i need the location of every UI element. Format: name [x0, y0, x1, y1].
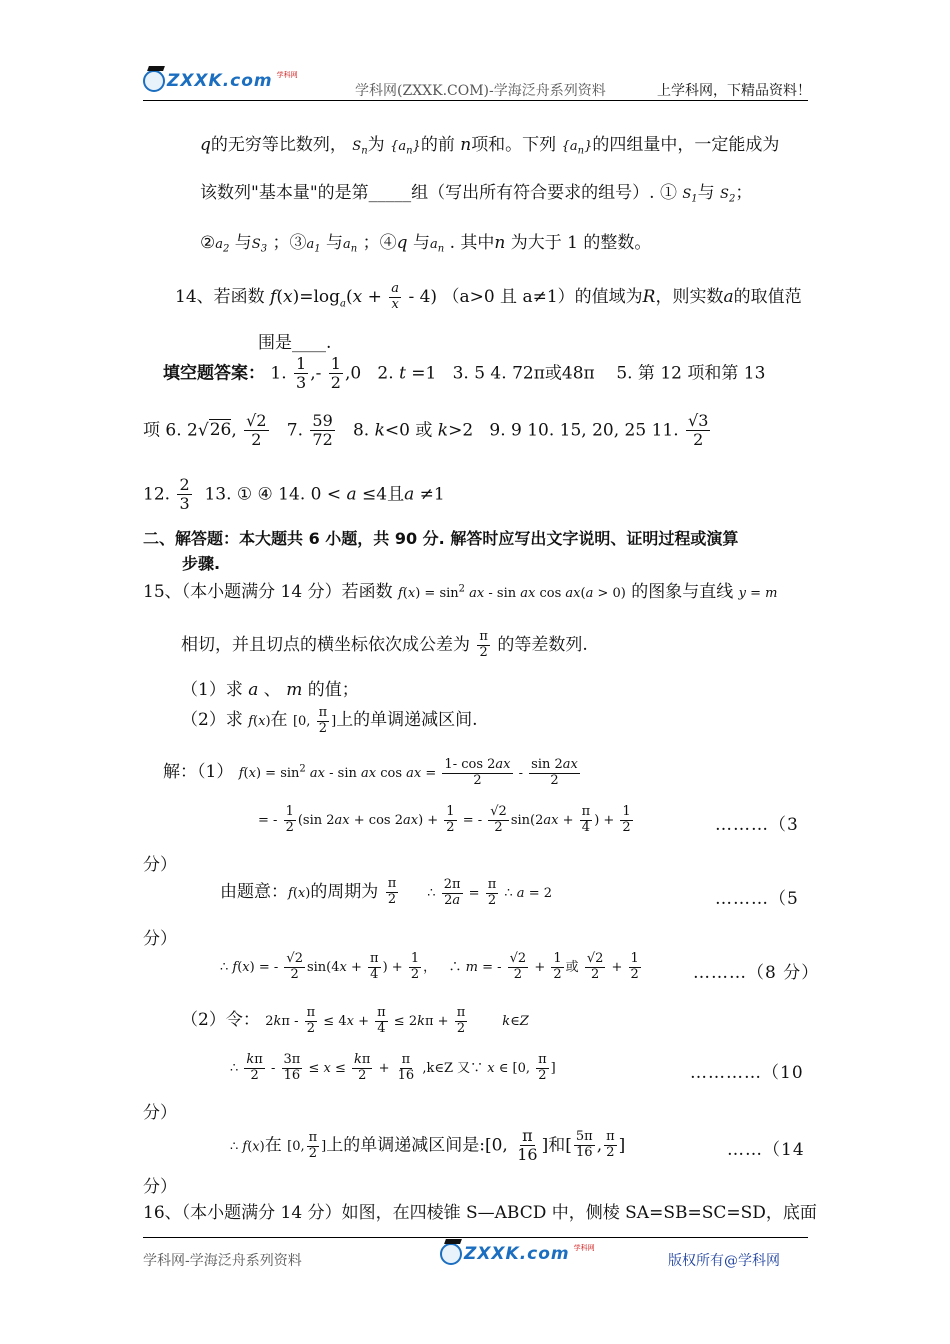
solution-step-2: = - $\frac{1}{2}$ (sin 2ax + cos 2ax) + $\frac{1}{2}$ = - $\frac{√2}{2}$ sin(2ax + $\frac{\pi}{4}$ ) + $\frac{1}{2}$: [258, 804, 631, 835]
score-14: ……（14: [727, 1140, 805, 1160]
q15-line-2: 相切，并且切点的横坐标依次成公差为 $\frac{\pi}{2}$ 的等差数列.: [181, 629, 588, 660]
footer-right-text: 版权所有@学科网: [668, 1253, 780, 1269]
part-2-step-1: （2）令： 2kπ - $\frac{\pi}{2}$ ≤ 4x + $\frac{\pi}{4}$ ≤ 2kπ + $\frac{\pi}{2}$ k∈Z: [181, 1005, 529, 1036]
q15-line-1: 15、（本小题满分 14 分）若函数 $f(x) = \sin^2$ ax - sin ax cos ax(a > 0) 的图象与直线 y = m: [143, 582, 778, 602]
score-14-cont: 分）: [143, 1177, 177, 1197]
solution-step-1: 解：（1） $f(x) = \sin^2$ ax - sin ax cos ax = $\frac{1- \cos 2ax}{2}$ - $\frac{\sin 2ax}{2}$: [163, 757, 578, 788]
q13-line-3: $②a_2$ 与$S_3$ ；$③a_1$ 与$a_n$ ；④q 与$a_n$ . 其中n 为大于 1 的整数。: [200, 233, 652, 255]
q14-line-2: 围是____.: [258, 333, 332, 353]
footer-logo-text: ZXXK.com: [464, 1244, 570, 1264]
header-logo: [143, 70, 298, 92]
q15-part-1: （1）求 a 、 m 的值；: [181, 680, 359, 700]
score-5: ………（5: [715, 889, 799, 909]
header-center-text: 学科网(ZXXK.COM)-学海泛舟系列资料: [355, 83, 606, 99]
q15-part-2: （2）求 f(x)在 [0, $\frac{\pi}{2}$ ]上的单调递减区间.: [181, 705, 478, 736]
answers-row-1: 填空题答案： 1. $\frac{1}{3}$ ,- $\frac{1}{2}$ ,0 2. t =1 3. 5 4. 72π或48π 5. 第 12 项和第 13: [163, 354, 766, 393]
footer-left-text: 学科网-学海泛舟系列资料: [143, 1253, 302, 1269]
q14-line-1: 14、若函数 $f(x)=\log_a(x$ + $\frac{a}{x}$ - 4) （a>0 且 a≠1）的值域为R，则实数a的取值范: [175, 281, 802, 312]
solution-step-3: 由题意：f(x)的周期为 $\frac{\pi}{2}$ ∴ $\frac{2\pi}{2a}$ = $\frac{\pi}{2}$ ∴ a = 2: [220, 876, 552, 908]
q16-line-1: 16、（本小题满分 14 分）如图，在四棱锥 S—ABCD 中，侧棱 SA=SB=SC=SD，底面: [143, 1203, 817, 1223]
section-2-title-cont: 步骤.: [182, 554, 221, 573]
footer-logo: [440, 1243, 595, 1265]
answers-row-2: 项 6. 2√26, $\frac{√2}{2}$ 7. $\frac{59}{72}$ 8. k<0 或 k>2 9. 9 10. 15, 20, 25 11. $\frac{√3}{2}$: [143, 411, 709, 450]
score-3-cont: 分）: [143, 855, 177, 875]
section-2-title: 二、解答题：本大题共 6 小题，共 90 分. 解答时应写出文字说明、证明过程或演算: [143, 529, 739, 548]
score-5-cont: 分）: [143, 929, 177, 949]
part-2-final: ∴ f(x)在 [0, $\frac{\pi}{2}$ ]上的单调递减区间是:[0, $\frac{\pi}{16}$ ]和[ $\frac{5\pi}{16}$ , $\frac{\pi}{2}$ ]: [230, 1126, 626, 1165]
score-10: …………（10: [690, 1063, 804, 1083]
part-2-step-2: ∴ $\frac{k\pi}{2}$ - $\frac{3\pi}{16}$ ≤ x ≤ $\frac{k\pi}{2}$ + $\frac{\pi}{16}$ ,k∈Z 又∵ x ∈ [0, $\frac{\pi}{2}$ ]: [230, 1052, 556, 1083]
score-8: ………（8 分）: [693, 963, 820, 983]
answers-row-3: 12. $\frac{2}{3}$ 13. ① ④ 14. 0 < a ≤4且a ≠1: [143, 475, 445, 514]
graduation-cap-icon: [143, 70, 165, 92]
header-logo-tag: 学科网: [276, 71, 298, 79]
header-rule: [143, 100, 808, 101]
score-10-cont: 分）: [143, 1103, 177, 1123]
q13-line-2: 该数列"基本量"的是第_____组（写出所有符合要求的组号）. ① $S_1$与 $S_2$；: [200, 183, 753, 205]
score-3: ………（3: [715, 815, 799, 835]
footer-logo-tag: 学科网: [573, 1244, 595, 1252]
q13-line-1: q的无穷等比数列， $S_n$为 $\{a_n\}$的前 n项和。下列 $\{a_n\}$的四组量中，一定能成为: [200, 135, 780, 157]
footer-rule: [143, 1237, 808, 1238]
header-right-text: 上学科网，下精品资料！: [657, 83, 811, 99]
header-logo-text: ZXXK.com: [167, 71, 273, 91]
solution-step-4: ∴ f(x) = - $\frac{√2}{2}$ sin(4x + $\frac{\pi}{4}$ ) + $\frac{1}{2}$ ， ∴ m = - $\frac{√2}{2}$ + $\frac{1}{2}$ 或 $\frac{√2}{2}$ + $\frac{1}{2}$: [220, 951, 639, 982]
graduation-cap-icon: [440, 1243, 462, 1265]
